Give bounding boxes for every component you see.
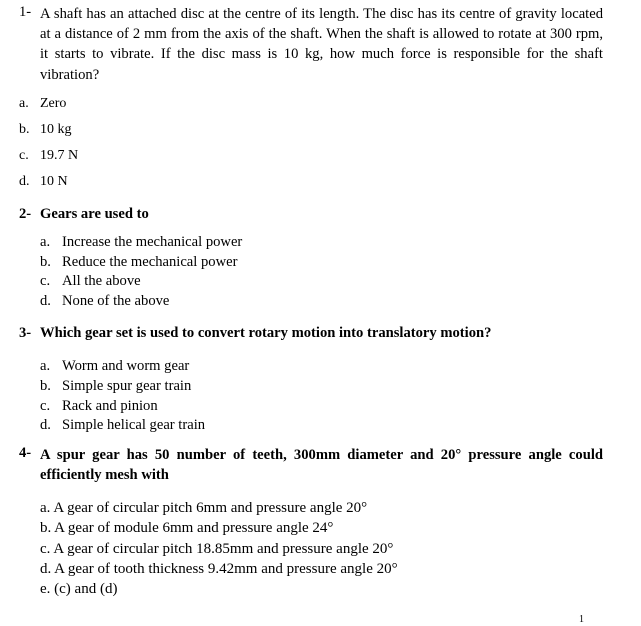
option-letter: b.: [19, 122, 30, 137]
question-4-text: A spur gear has 50 number of teeth, 300mm diameter and 20° pressure angle could efficiently mesh with: [40, 447, 603, 483]
option-letter: c.: [40, 398, 51, 414]
option-text: Simple helical gear train: [62, 417, 206, 433]
option-letter: d.: [40, 293, 51, 309]
question-2-text: Gears are used to: [40, 206, 149, 222]
question-4-number: 4-: [19, 445, 32, 461]
option-letter: d.: [19, 174, 30, 189]
question-1-number: 1-: [19, 4, 32, 20]
option-text: Rack and pinion: [62, 398, 158, 414]
option-text: Reduce the mechanical power: [62, 254, 238, 270]
option-text: 10 N: [40, 174, 68, 189]
option-text: 10 kg: [40, 122, 72, 137]
question-4-option-d[interactable]: d. A gear of tooth thickness 9.42mm and pressure angle 20°: [40, 561, 398, 577]
option-text: None of the above: [62, 293, 170, 309]
option-text: Increase the mechanical power: [62, 234, 243, 250]
option-letter: a.: [40, 234, 51, 250]
question-1-text: A shaft has an attached disc at the centre of its length. The disc has its centre of gravity located at a distance of 2 mm from the axis of the shaft. When the shaft is allowed to rotate at 300 rpm, it starts to vibrate. If the disc mass is 10 kg, how much force is responsible for the shaft vibration?: [40, 6, 603, 83]
option-letter: a.: [40, 358, 51, 374]
option-letter: a.: [19, 96, 29, 111]
question-4-option-e[interactable]: e. (c) and (d): [40, 581, 118, 597]
question-2-number: 2-: [19, 206, 32, 222]
option-text: All the above: [62, 273, 141, 289]
option-letter: c.: [40, 273, 51, 289]
option-text: Simple spur gear train: [62, 378, 192, 394]
option-letter: d.: [40, 417, 51, 433]
question-3-text: Which gear set is used to convert rotary motion into translatory motion?: [40, 325, 492, 341]
option-text: Zero: [40, 96, 67, 111]
option-text: 19.7 N: [40, 148, 79, 163]
question-4-option-b[interactable]: b. A gear of module 6mm and pressure angle 24°: [40, 520, 334, 536]
option-letter: c.: [19, 148, 29, 163]
page-mark: 1: [579, 614, 584, 625]
question-4-option-c[interactable]: c. A gear of circular pitch 18.85mm and pressure angle 20°: [40, 541, 394, 557]
option-letter: b.: [40, 254, 51, 270]
question-4-option-a[interactable]: a. A gear of circular pitch 6mm and pressure angle 20°: [40, 500, 368, 516]
question-3-number: 3-: [19, 325, 32, 341]
option-letter: b.: [40, 378, 51, 394]
option-text: Worm and worm gear: [62, 358, 190, 374]
